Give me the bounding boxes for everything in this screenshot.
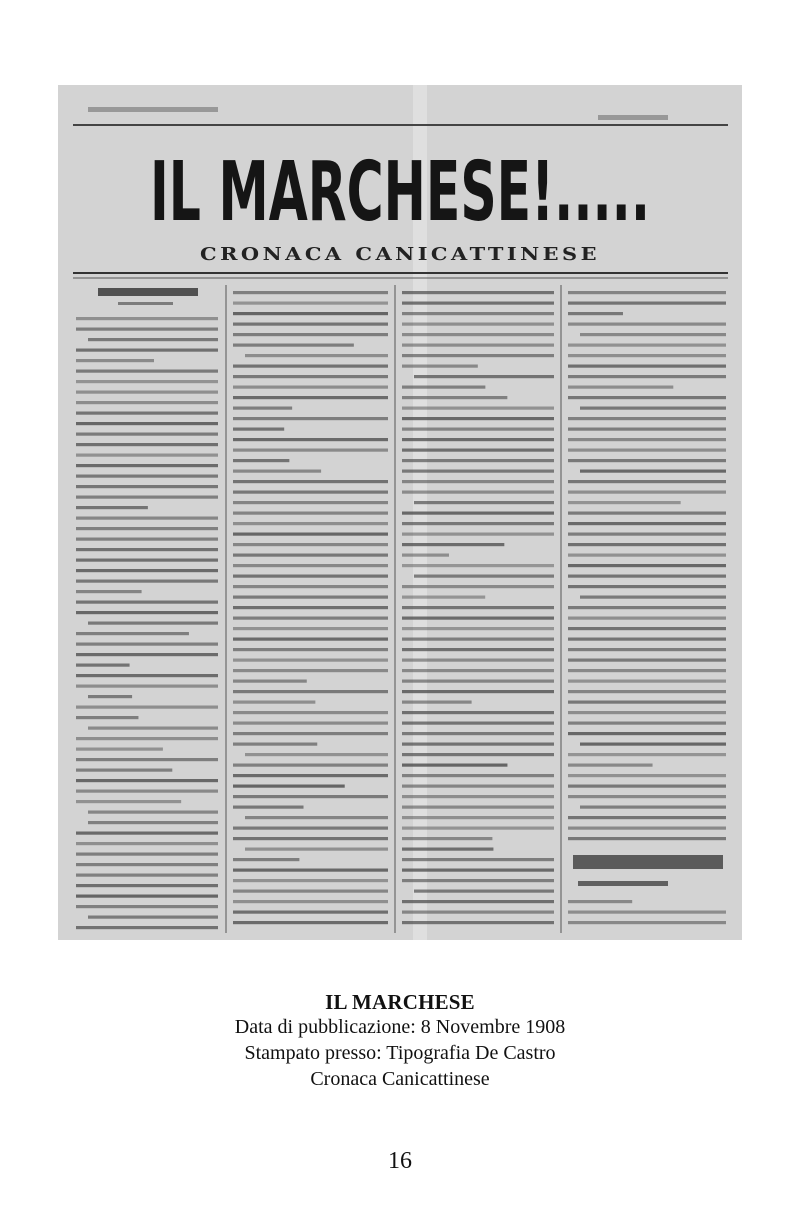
caption-publication-date: Data di pubblicazione: 8 Novembre 1908 — [234, 1016, 566, 1038]
page-number: 16 — [388, 1148, 412, 1174]
masthead-subtitle: CRONACA CANICATTINESE — [200, 244, 600, 265]
caption-title: IL MARCHESE — [325, 990, 475, 1014]
masthead-title: IL MARCHESE!..... — [150, 145, 650, 240]
caption-subtitle: Cronaca Canicattinese — [310, 1068, 490, 1090]
caption-printer: Stampato presso: Tipografia De Castro — [244, 1042, 556, 1064]
newspaper-scan — [58, 85, 742, 940]
newspaper-photo — [58, 85, 742, 940]
